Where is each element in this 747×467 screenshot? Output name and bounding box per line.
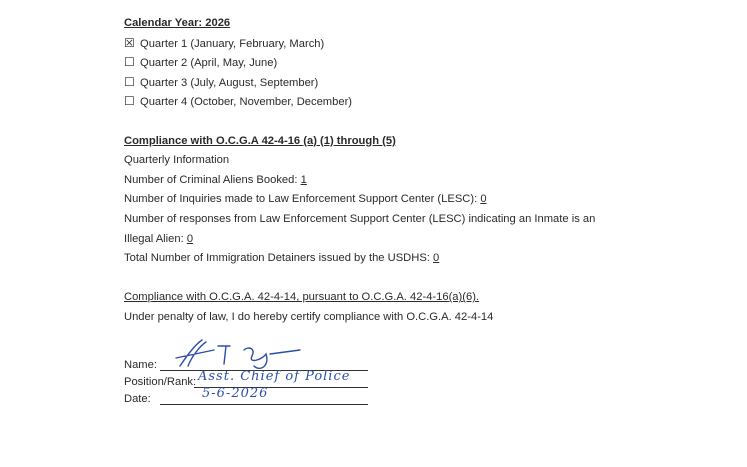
empty-checkbox-icon: ☐ (124, 55, 135, 70)
certification-statement: Under penalty of law, I do hereby certify compliance with O.C.G.A. 42-4-14 (124, 310, 494, 323)
name-label: Name: (124, 358, 157, 371)
lesc-inquiries-label: Number of Inquiries made to Law Enforcement Support Center (LESC): (124, 193, 481, 206)
detainers-row (124, 249, 724, 269)
illegal-alien-value: 0 (186, 232, 194, 245)
date-row (124, 385, 724, 406)
certification-heading: Compliance with O.C.G.A. 42-4-14, pursuant to O.C.G.A. 42-4-16(a)(6). (124, 291, 480, 304)
empty-checkbox-icon: ☐ (124, 94, 135, 109)
checked-checkbox-icon: ☒ (124, 35, 135, 50)
lesc-inquiries-value: 0 (480, 193, 487, 206)
detainers-value: 0 (433, 252, 440, 265)
quarter-4-option (124, 92, 724, 112)
illegal-alien-row (124, 230, 724, 250)
criminal-aliens-booked-value: 1 (300, 173, 307, 186)
quarter-3-option (124, 73, 724, 93)
quarter-2-option (124, 53, 724, 73)
date-handwritten: 5-6-2026 (202, 385, 269, 401)
quarterly-information-label: Quarterly Information (124, 154, 230, 167)
empty-checkbox-icon: ☐ (124, 74, 135, 89)
criminal-aliens-booked-row (124, 171, 724, 191)
detainers-label: Total Number of Immigration Detainers issued by the USDHS: (124, 252, 434, 265)
quarter-1-option (124, 34, 724, 54)
handwritten-signature-icon (174, 336, 304, 370)
compliance-section-heading: Compliance with O.C.G.A 42-4-16 (a) (1) through (5) (124, 134, 396, 147)
lesc-inquiries-row (124, 190, 724, 210)
quarter-4-label: Quarter 4 (October, November, December) (140, 96, 353, 109)
position-rank-label: Position/Rank: (124, 375, 197, 388)
calendar-year-heading: Calendar Year: 2026 (124, 17, 231, 29)
compliance-form (124, 14, 724, 406)
date-label: Date: (124, 392, 151, 405)
illegal-alien-label: Illegal Alien: (124, 232, 187, 245)
quarter-1-label: Quarter 1 (January, February, March) (140, 37, 325, 50)
position-rank-handwritten: Asst. Chief of Police (198, 368, 351, 384)
lesc-responses-label: Number of responses from Law Enforcement Support Center (LESC) indicating an Inmate is an (124, 212, 596, 225)
criminal-aliens-booked-label: Number of Criminal Aliens Booked: (124, 173, 301, 186)
quarter-3-label: Quarter 3 (July, August, September) (140, 76, 319, 89)
quarter-2-label: Quarter 2 (April, May, June) (140, 57, 278, 70)
